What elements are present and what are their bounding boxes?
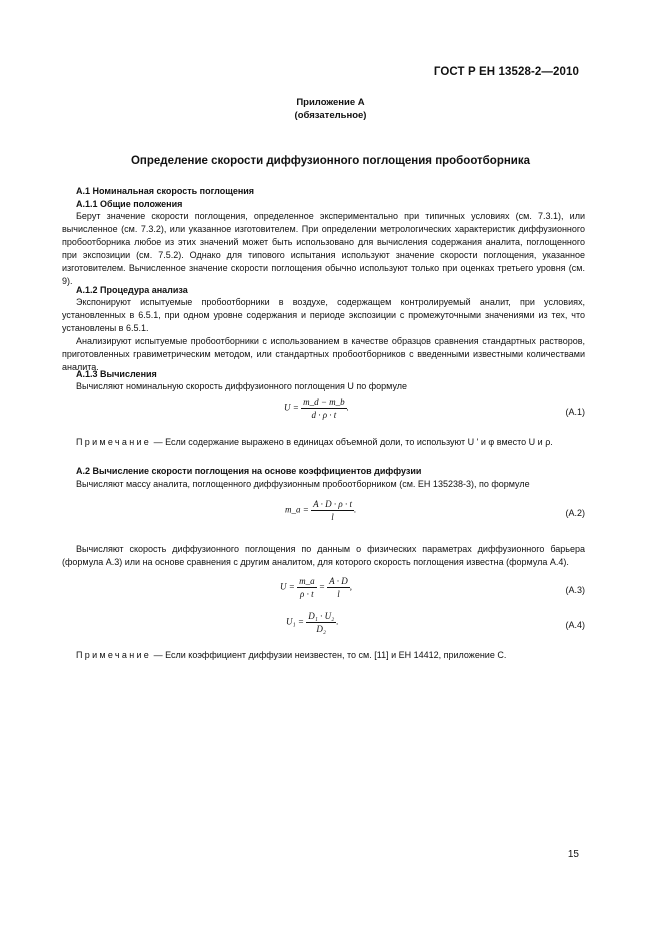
annex-title: Приложение А <box>296 97 365 108</box>
paragraph-a13: Вычисляют номинальную скорость диффузионного поглощения U по формуле <box>76 381 408 391</box>
equation-number-a4: (А.4) <box>565 620 585 630</box>
formula-a2: m_a = $\frac{A \cdot D \cdot \rho \cdot t}{l}$ . <box>285 499 357 522</box>
equation-number-a2: (А.2) <box>565 508 585 518</box>
paragraph-a12-analysis: Анализируют испытуемые пробоотборники с использованием в качестве образцов сравнения стандартных растворов, приготовленных гравиметрическим методом, или стандартных пробоотборников с введенными известными количествами аналита. <box>62 336 585 372</box>
annex-main-title: Определение скорости диффузионного поглощения пробоотборника <box>130 155 531 167</box>
paragraph-a11: Берут значение скорости поглощения, определенное экспериментально при типичных условиях (см. 7.3.1), или вычисленное (см. 7.3.2), или указанное изготовителем. При определении метрологических характеристик диффузионного пробоотборника любое из этих значений может быть использовано для вычисления содержания аналита, поглощенного при экспозиции (см. 7.5.2). Однако для типового испытания используют значение скорости поглощения, указанное изготовителем. Вычисленное значение скорости поглощения обычно используют только при оценках третьего уровня (см. 9). <box>62 211 585 286</box>
formula-a2-denominator: l <box>331 512 334 522</box>
formula-a4: U₁ = $\frac{\text{D₁ · U₂}}{\text{D₂}}$ . <box>286 611 339 634</box>
formula-a1-denominator: d · ρ · t <box>311 410 337 420</box>
section-a1-heading: А.1 Номинальная скорость поглощения <box>76 186 255 196</box>
annex-status: (обязательное) <box>294 109 367 121</box>
note-text: — Если содержание выражено в единицах объемной доли, то используют U ' и φ вместо U и ρ. <box>153 437 553 447</box>
formula-a2-numerator: A · D · ρ · t <box>313 499 352 509</box>
formula-a1-numerator: m_d − m_b <box>303 397 345 407</box>
paragraph-a12-exposure: Экспонируют испытуемые пробоотборники в воздухе, содержащем контролируемый аналит, при условиях, установленных в 6.5.1, при одном уровне содержания и периоде экспозиции с промежуточными значениями из тех, что установлены в 6.5.1. <box>62 297 585 333</box>
section-a11-heading: А.1.1 Общие положения <box>76 199 183 209</box>
page-number: 15 <box>567 849 579 860</box>
standard-header: ГОСТ Р ЕН 13528-2—2010 <box>433 66 579 78</box>
section-a13-heading: А.1.3 Вычисления <box>76 369 157 379</box>
paragraph-a2-mass: Вычисляют массу аналита, поглощенного диффузионным пробоотборником (см. ЕН 135238-3), по формуле <box>76 479 530 489</box>
equation-number-a3: (А.3) <box>565 585 585 595</box>
annex-heading <box>60 97 601 122</box>
note-volume-fraction <box>62 436 585 449</box>
note-label: Примечание <box>76 437 152 447</box>
formula-a1: U = $\frac{m\_d - m\_b}{d \cdot \rho \cdot t}$ . <box>284 397 349 420</box>
note-diffusion-coefficient <box>62 649 585 662</box>
formula-a3: U = $\frac{m\_a}{\rho \cdot t}$ = $\frac{A \cdot D}{l}$ , <box>280 576 352 599</box>
note-label: Примечание <box>76 650 152 660</box>
note-text: — Если коэффициент диффузии неизвестен, то см. [11] и ЕН 14412, приложение С. <box>153 650 507 660</box>
section-a2-heading: А.2 Вычисление скорости поглощения на основе коэффициентов диффузии <box>76 466 422 476</box>
paragraph-a2-barrier: Вычисляют скорость диффузионного поглощения по данным о физических параметрах диффузионного барьера (формула А.3) или на основе сравнения с другим аналитом, для которого скорость поглощения известна (формула А.4). <box>62 544 585 567</box>
equation-number-a1: (А.1) <box>565 407 585 417</box>
section-a12-heading: А.1.2 Процедура анализа <box>76 285 188 295</box>
